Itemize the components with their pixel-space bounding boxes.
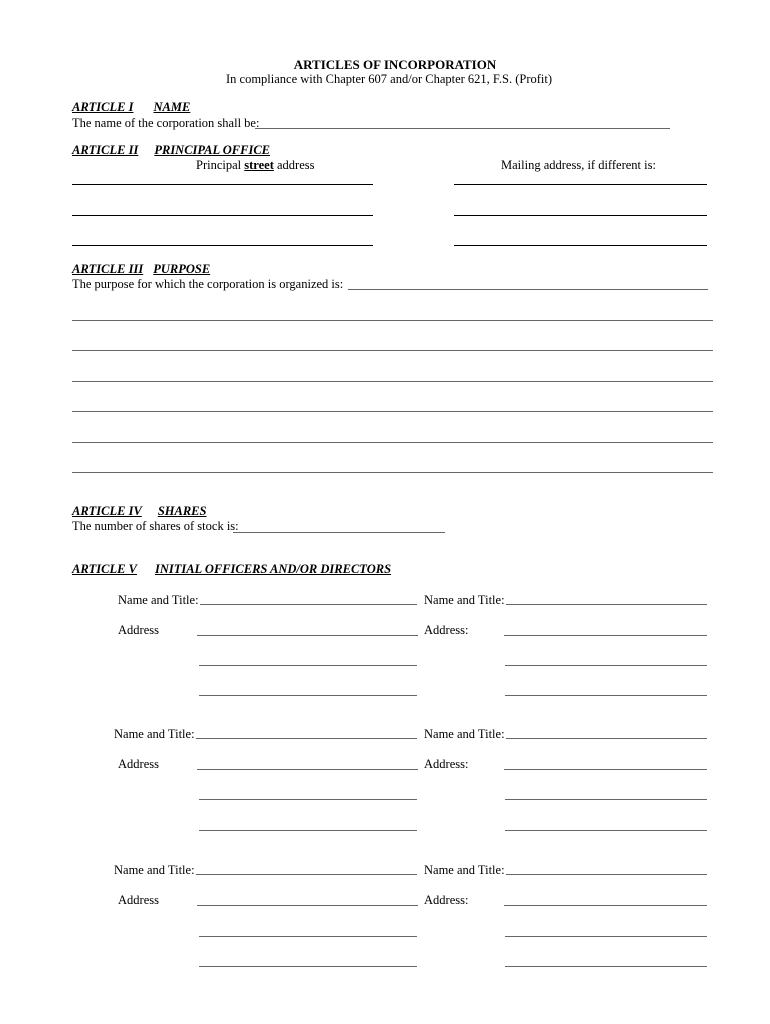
article-2-heading — [72, 143, 270, 158]
article-5-number: ARTICLE V — [72, 562, 137, 576]
officer-4-name-label: Name and Title: — [424, 727, 505, 741]
officer-1-address-label: Address — [118, 623, 159, 637]
officer-5-address-line-1[interactable] — [197, 905, 418, 906]
principal-address-line-2[interactable] — [72, 215, 373, 216]
officer-6-address-line-1[interactable] — [504, 905, 707, 906]
principal-address-line-1[interactable] — [72, 184, 373, 185]
article-1-heading — [72, 100, 190, 115]
officer-2-address-label: Address: — [424, 623, 469, 637]
officer-4-address-line-1[interactable] — [504, 769, 707, 770]
article-5-heading — [72, 562, 391, 577]
officer-3-address-label: Address — [118, 757, 159, 771]
officer-4-address-line-2[interactable] — [505, 799, 707, 800]
article-3-number: ARTICLE III — [72, 262, 144, 276]
officer-3-address-line-1[interactable] — [197, 769, 418, 770]
officer-1-address-line-1[interactable] — [197, 635, 418, 636]
principal-label-pre: Principal — [196, 158, 245, 172]
principal-address-line-3[interactable] — [72, 245, 373, 246]
officer-4-address-line-3[interactable] — [505, 830, 707, 831]
officer-5-name-field[interactable] — [196, 874, 417, 875]
article-4-heading — [72, 504, 206, 519]
purpose-line-6[interactable] — [72, 472, 713, 473]
purpose-line-2[interactable] — [72, 350, 713, 351]
mailing-address-label: Mailing address, if different is: — [501, 158, 656, 172]
officer-3-name-field[interactable] — [196, 738, 417, 739]
article-2-number: ARTICLE II — [72, 143, 139, 157]
officer-6-address-label: Address: — [424, 893, 469, 907]
mailing-address-line-3[interactable] — [454, 245, 707, 246]
purpose-line-5[interactable] — [72, 442, 713, 443]
principal-label-post: address — [273, 158, 315, 172]
article-5-title: INITIAL OFFICERS AND/OR DIRECTORS — [154, 562, 392, 576]
article-4-number: ARTICLE IV — [72, 504, 142, 518]
officer-6-name-label: Name and Title: — [424, 863, 505, 877]
purpose-label: The purpose for which the corporation is organized is: — [72, 277, 344, 291]
article-1-number: ARTICLE I — [72, 100, 134, 114]
article-3-title: PURPOSE — [153, 262, 211, 276]
article-4-title: SHARES — [157, 504, 207, 518]
officer-5-name-label: Name and Title: — [114, 863, 195, 877]
officer-6-address-line-3[interactable] — [505, 966, 707, 967]
mailing-address-line-1[interactable] — [454, 184, 707, 185]
officer-2-address-line-2[interactable] — [505, 665, 707, 666]
officer-5-address-label: Address — [118, 893, 159, 907]
officer-5-address-line-3[interactable] — [199, 966, 417, 967]
purpose-line-0[interactable] — [348, 289, 708, 290]
shares-field[interactable] — [233, 532, 445, 533]
principal-label-street: street — [244, 158, 274, 172]
corporation-name-label: The name of the corporation shall be: — [72, 116, 260, 130]
shares-label: The number of shares of stock is: — [72, 519, 239, 533]
officer-3-name-label: Name and Title: — [114, 727, 195, 741]
officer-2-name-label: Name and Title: — [424, 593, 505, 607]
article-3-heading — [72, 262, 210, 277]
officer-2-name-field[interactable] — [506, 604, 707, 605]
officer-3-address-line-3[interactable] — [199, 830, 417, 831]
officer-3-address-line-2[interactable] — [199, 799, 417, 800]
officer-2-address-line-1[interactable] — [504, 635, 707, 636]
officer-6-name-field[interactable] — [506, 874, 707, 875]
corporation-name-field[interactable] — [255, 128, 670, 129]
officer-5-address-line-2[interactable] — [199, 936, 417, 937]
article-2-title: PRINCIPAL OFFICE — [154, 143, 270, 157]
officer-2-address-line-3[interactable] — [505, 695, 707, 696]
document-subtitle: In compliance with Chapter 607 and/or Chapter 621, F.S. (Profit) — [225, 72, 553, 86]
officer-6-address-line-2[interactable] — [505, 936, 707, 937]
purpose-line-4[interactable] — [72, 411, 713, 412]
purpose-line-3[interactable] — [72, 381, 713, 382]
officer-1-address-line-3[interactable] — [199, 695, 417, 696]
document-title: ARTICLES OF INCORPORATION — [293, 57, 497, 72]
officer-4-address-label: Address: — [424, 757, 469, 771]
article-1-title: NAME — [153, 100, 191, 114]
officer-1-name-label: Name and Title: — [118, 593, 199, 607]
officer-4-name-field[interactable] — [506, 738, 707, 739]
purpose-line-1[interactable] — [72, 320, 713, 321]
principal-address-label — [196, 158, 315, 173]
mailing-address-line-2[interactable] — [454, 215, 707, 216]
officer-1-address-line-2[interactable] — [199, 665, 417, 666]
officer-1-name-field[interactable] — [200, 604, 417, 605]
